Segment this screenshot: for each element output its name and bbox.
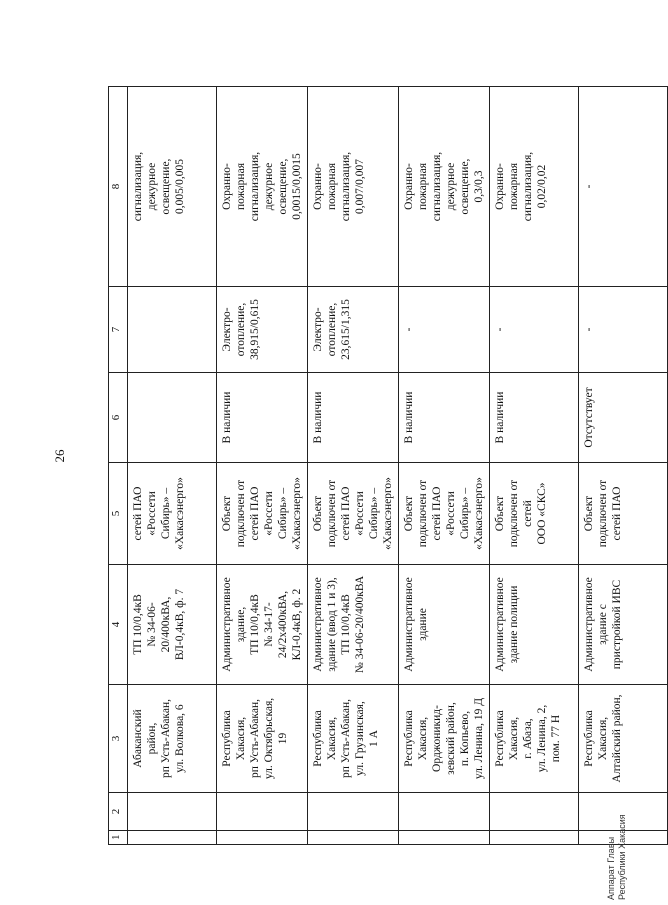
cell-line: сигнализация, [522,151,535,222]
cell-line: рп Усть-Абакан, [160,699,173,778]
cell-line: сигнализация, [249,151,262,222]
cell-line: Административное [583,577,596,672]
cell-line: Республика [403,710,416,767]
cell-line: здание (ввод 1 и 3), [326,577,339,672]
cell-line: подключен от [235,479,248,548]
cell-line: район, [146,722,159,755]
cell-line: Административное [312,577,325,672]
cell-line: Объект [494,495,507,532]
cell-line: Объект [312,495,325,532]
table-cell [128,685,217,793]
table-cell [490,463,579,565]
column-header: 8 [109,87,128,287]
cell-line: Отсутствует [583,387,596,448]
cell-line: ул. Ленина, 2, [536,704,549,773]
cell-line: 0,005/0,005 [174,159,187,214]
table-cell [579,373,668,463]
cell-line: Охранно- [312,163,325,210]
footer-text [606,770,629,900]
cell-line: Республика [312,710,325,767]
cell-line: рп Усть-Абакан, [249,699,262,778]
table-cell [217,373,308,463]
cell-line: - [494,327,507,332]
cell-line: пом. 77 Н [550,714,563,763]
cell-line: «Россети [354,491,367,536]
table-cell [308,831,399,845]
table-cell [490,565,579,685]
table-row [128,87,217,845]
cell-line: № 34-06- [146,602,159,647]
table-row [490,87,579,845]
cell-line: Алтайский район, [611,694,624,783]
cell-line: дежурное [146,162,159,211]
cell-line: Сибирь» – [160,487,173,540]
table-cell [308,287,399,373]
table-cell [128,565,217,685]
cell-line: «Хакасэнерго» [382,477,395,550]
table-cell [217,87,308,287]
table-cell [217,463,308,565]
cell-line: Хакасия, [597,716,610,761]
cell-line: ООО «СКС» [536,482,549,545]
cell-line: Административное [494,577,507,672]
cell-line: сетей ПАО [249,486,262,541]
cell-line: Сибирь» – [277,487,290,540]
cell-line: Объект [583,495,596,532]
table-cell [128,793,217,831]
cell-line: сигнализация, [431,151,444,222]
cell-line: подключен от [417,479,430,548]
cell-line: сетей ПАО [340,486,353,541]
cell-line: Электро- [312,307,325,352]
cell-line: 0,3/0,3 [473,170,486,203]
table-body [109,87,668,845]
cell-line: ул. Октябрьская, [263,697,276,780]
table-cell [579,565,668,685]
cell-line: здание, [235,606,248,643]
footer-line: Республики Хакасия [617,814,628,900]
table-cell [579,287,668,373]
cell-line: 23,615/1,315 [340,299,353,360]
cell-line: В наличии [312,391,325,444]
cell-line: п. Копьево, [459,710,472,767]
cell-line: - [583,327,596,332]
cell-line: 0,007/0,007 [354,159,367,214]
cell-line: здание [417,608,430,641]
cell-line: Административное [221,577,233,672]
cell-line: освещение, [277,158,290,215]
table-cell [308,685,399,793]
cell-line: сетей ПАО [611,486,624,541]
cell-line: отопление, [326,302,339,357]
table-cell [399,87,490,287]
rotated-table-frame [108,87,624,845]
table-cell [128,287,217,373]
column-header: 3 [109,685,128,793]
cell-line: Сибирь» – [368,487,381,540]
footer-line: Аппарат Главы [606,836,616,900]
cell-line: № 34-06-20/400кВА [354,575,367,674]
cell-line: подключен от [326,479,339,548]
table-row [308,87,399,845]
table-cell [128,373,217,463]
cell-line: 24/2х400кВА, [277,590,290,659]
table-cell [308,463,399,565]
cell-line: пожарная [326,163,339,210]
cell-line: здание с [597,604,610,645]
cell-line: «Хакасэнерго» [473,477,486,550]
cell-line: № 34-17- [263,602,276,647]
table-row [579,87,668,845]
cell-line: 19 [277,732,290,745]
table-cell [399,565,490,685]
cell-line: ВЛ-0,4кВ, ф. 7 [174,588,187,661]
cell-line: пожарная [508,163,521,210]
table-cell [217,287,308,373]
cell-line: сигнализация, [132,151,144,222]
cell-line: дежурное [445,162,458,211]
table-cell [490,373,579,463]
table-cell [399,463,490,565]
cell-line: 0,02/0,02 [536,164,549,209]
cell-line: В наличии [403,391,416,444]
cell-line: Республика [583,710,596,767]
cell-line: Охранно- [403,163,416,210]
table-row [217,87,308,845]
cell-line: ул. Ленина, 19 Д [473,697,486,780]
table-cell [308,565,399,685]
cell-line: «Россети [445,491,458,536]
table-cell [308,793,399,831]
document-table [108,86,668,845]
cell-line: сетей ПАО [132,486,144,541]
cell-line: «Россети [263,491,276,536]
table-cell [308,373,399,463]
cell-line: освещение, [160,158,173,215]
cell-line: 20/400кВА, [160,596,173,653]
cell-line: ул. Грузинская, [354,701,367,776]
cell-line: отопление, [235,302,248,357]
cell-line: «Россети [146,491,159,536]
cell-line: «Хакасэнерго» [291,477,304,550]
cell-line: Хакасия, [417,716,430,761]
cell-line: сетей [522,500,535,527]
cell-line: - [583,184,596,189]
cell-line: ул. Волкова, 6 [174,704,187,773]
cell-line: «Хакасэнерго» [174,477,187,550]
cell-line: ТП 10/0,4кВ [249,594,262,655]
cell-line: дежурное [263,162,276,211]
cell-line: Хакасия, [235,716,248,761]
table-cell [490,287,579,373]
table-cell [399,793,490,831]
table-cell [217,685,308,793]
header-row [109,87,128,845]
cell-line: Сибирь» – [459,487,472,540]
cell-line: подключен от [597,479,610,548]
cell-line: рп Усть-Абакан, [340,699,353,778]
column-header: 7 [109,287,128,373]
table-cell [128,463,217,565]
cell-line: Абаканский [132,709,144,768]
cell-line: здание полиции [508,585,521,664]
cell-line: Орджоникид- [431,705,444,772]
cell-line: В наличии [221,391,233,444]
cell-line: зевский район, [445,702,458,775]
cell-line: г. Абаза, [522,718,535,759]
cell-line: 1 А [368,730,381,747]
column-header: 6 [109,373,128,463]
page-number: 26 [52,449,67,463]
column-header: 5 [109,463,128,565]
table-cell [490,793,579,831]
cell-line: Электро- [221,307,233,352]
column-header: 4 [109,565,128,685]
table-cell [490,87,579,287]
cell-line: Административное [403,577,416,672]
cell-line: освещение, [459,158,472,215]
table-cell [490,685,579,793]
cell-line: подключен от [508,479,521,548]
cell-line: Охранно- [494,163,507,210]
table-cell [579,87,668,287]
cell-line: пристройкой ИВС [611,579,624,670]
cell-line: Объект [221,495,233,532]
cell-line: сетей ПАО [431,486,444,541]
cell-line: Республика [221,710,233,767]
cell-line: Объект [403,495,416,532]
cell-line: Хакасия, [326,716,339,761]
table-row [399,87,490,845]
table-cell [128,87,217,287]
cell-line: Республика [494,710,507,767]
cell-line: В наличии [494,391,507,444]
table-cell [217,793,308,831]
cell-line: ТП 10/0,4кВ [340,594,353,655]
column-header: 2 [109,793,128,831]
cell-line: ТП 10/0,4кВ [132,594,144,655]
table-cell [579,463,668,565]
cell-line: Охранно- [221,163,233,210]
cell-line: пожарная [417,163,430,210]
table-cell [128,831,217,845]
cell-line: Хакасия, [508,716,521,761]
table-cell [490,831,579,845]
cell-line: КЛ-0,4кВ, ф. 2 [291,588,304,661]
cell-line: пожарная [235,163,248,210]
table-cell [399,685,490,793]
table-cell [217,565,308,685]
column-header: 1 [109,831,128,845]
footer-stamp [606,770,636,900]
cell-line: 0,0015/0,0015 [291,153,304,220]
table-cell [399,831,490,845]
table-cell [399,373,490,463]
table-cell [308,87,399,287]
document-table-container [108,87,624,845]
cell-line: - [403,327,416,332]
table-cell [399,287,490,373]
cell-line: сигнализация, [340,151,353,222]
table-cell [217,831,308,845]
cell-line: 38,915/0,615 [249,299,262,360]
